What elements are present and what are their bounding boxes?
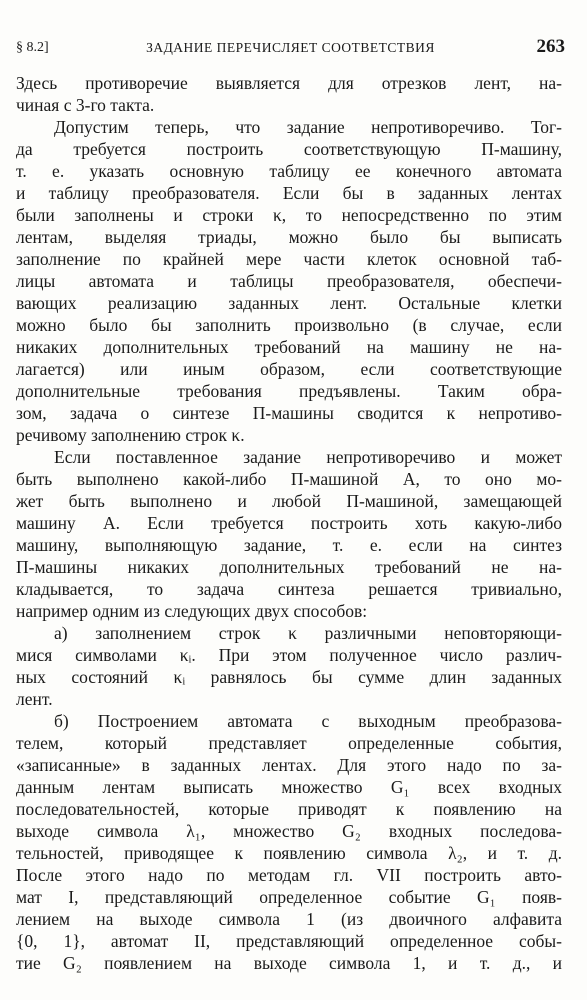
text-line: дополнительные требования предъявлены. Таким обра- <box>16 381 562 401</box>
text-line: зом, задача о синтезе П-машины сводится к непротиво- <box>16 403 562 423</box>
text-line: лением на выходе символа 1 (из двоичного алфавита <box>16 909 562 929</box>
text-line: заполнение по крайней мере части клеток основной таб- <box>16 249 562 269</box>
text-line: {0, 1}, автомат II, представляющий определенное собы- <box>16 931 562 951</box>
text-line: машину, выполняющую задание, т. е. если на синтез <box>16 535 562 555</box>
text-line: ных состояний κᵢ равнялось бы сумме длин заданных <box>16 667 562 687</box>
text-line: лицы автомата и таблицы преобразователя, обеспечи- <box>16 271 562 291</box>
body-text <box>16 72 562 974</box>
text-line: последовательностей, которые приводят к появлению на <box>16 799 562 819</box>
text-line: выходе символа λ₁, множество G₂ входных последова- <box>16 821 562 841</box>
text-line: жет быть выполнено и любой П-машиной, замещающей <box>16 491 562 511</box>
text-line: мат I, представляющий определенное событие G₁ появ- <box>16 887 562 907</box>
text-line: тие G₂ появлением на выходе символа 1, и т. д., и <box>16 953 562 973</box>
text-line: чиная с 3-го такта. <box>16 95 155 115</box>
text-line: лент. <box>16 689 53 709</box>
text-line: После этого надо по методам гл. VII построить авто- <box>16 865 562 885</box>
text-line: машину А. Если требуется построить хоть какую-либо <box>16 513 562 533</box>
text-line: и таблицу преобразователя. Если бы в заданных лентах <box>16 183 562 203</box>
text-line: т. е. указать основную таблицу ее конечного автомата <box>16 161 562 181</box>
text-line: Здесь противоречие выявляется для отрезков лент, на- <box>16 73 562 93</box>
text-line: П-машины никаких дополнительных требований не на- <box>16 557 562 577</box>
paragraph-start-line: Если поставленное задание непротиворечиво и может <box>54 447 562 467</box>
text-line: да требуется построить соответствующую П-машину, <box>16 139 562 159</box>
text-line: были заполнены и строки κ, то непосредственно по этим <box>16 205 562 225</box>
text-line: кладывается, то задача синтеза решается тривиально, <box>16 579 562 599</box>
text-line: например одним из следующих двух способов: <box>16 601 368 621</box>
text-line: «записанные» в заданных лентах. Для этого надо по за- <box>16 755 562 775</box>
text-line: лентам, выделяя триады, можно было бы выписать <box>16 227 562 247</box>
text-line: тельностей, приводящее к появлению символа λ₂, и т. д. <box>16 843 562 863</box>
running-title: ЗАДАНИЕ ПЕРЕЧИСЛЯЕТ СООТВЕТСТВИЯ <box>146 40 435 55</box>
text-line: телем, который представляет определенные события, <box>16 733 562 753</box>
text-line: вающих реализацию заданных лент. Остальные клетки <box>16 293 562 313</box>
text-line: мися символами κᵢ. При этом полученное число различ- <box>16 645 562 665</box>
text-line: быть выполнено какой-либо П-машиной А, то оно мо- <box>16 469 562 489</box>
list-item-b-line: б) Построением автомата с выходным преобразова- <box>54 711 562 731</box>
running-head <box>16 36 565 60</box>
text-line: лагается) или иным образом, если соответствующие <box>16 359 562 379</box>
page-number: 263 <box>536 36 565 57</box>
text-line: можно было бы заполнить произвольно (в случае, если <box>16 315 562 335</box>
list-item-a-line: а) заполнением строк κ различными неповторяющи- <box>54 623 562 643</box>
text-line: речивому заполнению строк κ. <box>16 425 245 445</box>
paragraph-start-line: Допустим теперь, что задание непротиворечиво. Тог- <box>54 117 562 137</box>
text-line: никаких дополнительных требований на машину не на- <box>16 337 562 357</box>
text-line: данным лентам выписать множество G₁ всех входных <box>16 777 562 797</box>
section-reference: § 8.2] <box>16 40 49 55</box>
